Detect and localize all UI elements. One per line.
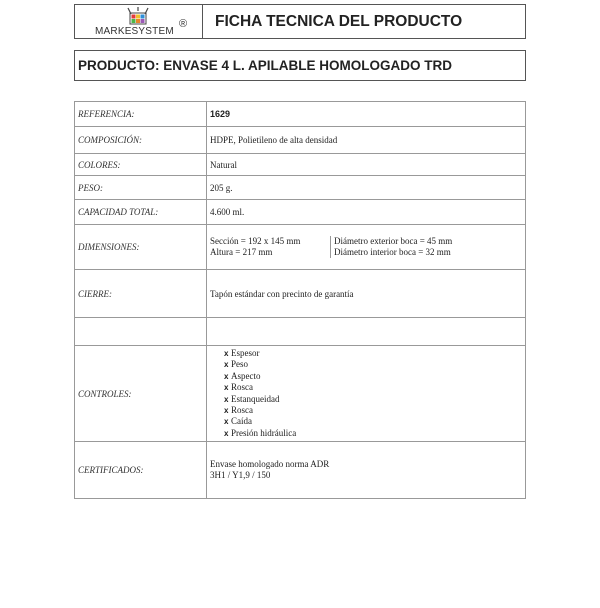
altura-value: Altura = 217 mm [210, 247, 273, 257]
capacidad-label: CAPACIDAD TOTAL: [75, 200, 207, 225]
brand-name: MARKESYSTEM [95, 26, 174, 37]
diametro-exterior-value: Diámetro exterior boca = 45 mm [334, 236, 453, 246]
dimensiones-label: DIMENSIONES: [75, 225, 207, 270]
cierre-label: CIERRE: [75, 270, 207, 318]
table-row [75, 127, 526, 154]
control-label: Presión hidráulica [231, 427, 297, 438]
colores-label: COLORES: [75, 154, 207, 176]
referencia-value: 1629 [207, 102, 526, 127]
x-mark-icon: x [224, 348, 229, 358]
title-cell [203, 5, 525, 38]
x-mark-icon: x [224, 371, 229, 381]
table-row [75, 270, 526, 318]
control-label: Espesor [231, 347, 260, 358]
table-row [75, 225, 526, 270]
composicion-value: HDPE, Polietileno de alta densidad [207, 127, 526, 154]
certificado-line-2: 3H1 / Y1,9 / 150 [210, 470, 271, 480]
diametro-interior-value: Diámetro interior boca = 32 mm [334, 247, 451, 257]
registered-mark: ® [179, 18, 188, 30]
spec-table [74, 101, 526, 499]
x-mark-icon: x [224, 394, 229, 404]
list-item [224, 382, 522, 393]
controles-value [207, 346, 526, 442]
colores-value: Natural [207, 154, 526, 176]
empty-label [75, 318, 207, 346]
peso-value: 205 g. [207, 176, 526, 200]
certificados-label: CERTIFICADOS: [75, 442, 207, 499]
dimensiones-grid [210, 236, 522, 258]
list-item [224, 405, 522, 416]
control-label: Rosca [231, 404, 253, 415]
table-row [75, 154, 526, 176]
empty-value [207, 318, 526, 346]
markesystem-logo-icon [126, 7, 150, 25]
control-label: Peso [231, 359, 249, 370]
referencia-label: REFERENCIA: [75, 102, 207, 127]
seccion-value: Sección = 192 x 145 mm [210, 236, 301, 246]
certificado-line-1: Envase homologado norma ADR [210, 459, 330, 469]
certificados-value [207, 442, 526, 499]
table-row [75, 200, 526, 225]
header [74, 4, 526, 39]
logo [75, 5, 203, 38]
control-label: Estanqueidad [231, 393, 280, 404]
x-mark-icon: x [224, 360, 229, 370]
control-label: Caída [231, 416, 252, 427]
x-mark-icon: x [224, 405, 229, 415]
control-label: Rosca [231, 382, 253, 393]
product-box [74, 50, 526, 81]
table-row [75, 442, 526, 499]
product-title: PRODUCTO: ENVASE 4 L. APILABLE HOMOLOGADO TRD [78, 58, 453, 73]
dimensiones-value [207, 225, 526, 270]
list-item [224, 394, 522, 405]
list-item [224, 428, 522, 439]
x-mark-icon: x [224, 383, 229, 393]
page-title: FICHA TECNICA DEL PRODUCTO [215, 12, 463, 30]
x-mark-icon: x [224, 428, 229, 438]
table-row [75, 176, 526, 200]
peso-label: PESO: [75, 176, 207, 200]
controles-list [210, 348, 522, 439]
controles-label: CONTROLES: [75, 346, 207, 442]
x-mark-icon: x [224, 417, 229, 427]
cierre-value: Tapón estándar con precinto de garantía [207, 270, 526, 318]
list-item [224, 359, 522, 370]
dimensiones-col-2 [330, 236, 452, 258]
table-row [75, 346, 526, 442]
table-row [75, 318, 526, 346]
control-label: Aspecto [231, 370, 261, 381]
list-item [224, 348, 522, 359]
composicion-label: COMPOSICIÓN: [75, 127, 207, 154]
list-item [224, 416, 522, 427]
list-item [224, 371, 522, 382]
capacidad-value: 4.600 ml. [207, 200, 526, 225]
table-row [75, 102, 526, 127]
dimensiones-col-1 [210, 236, 330, 258]
